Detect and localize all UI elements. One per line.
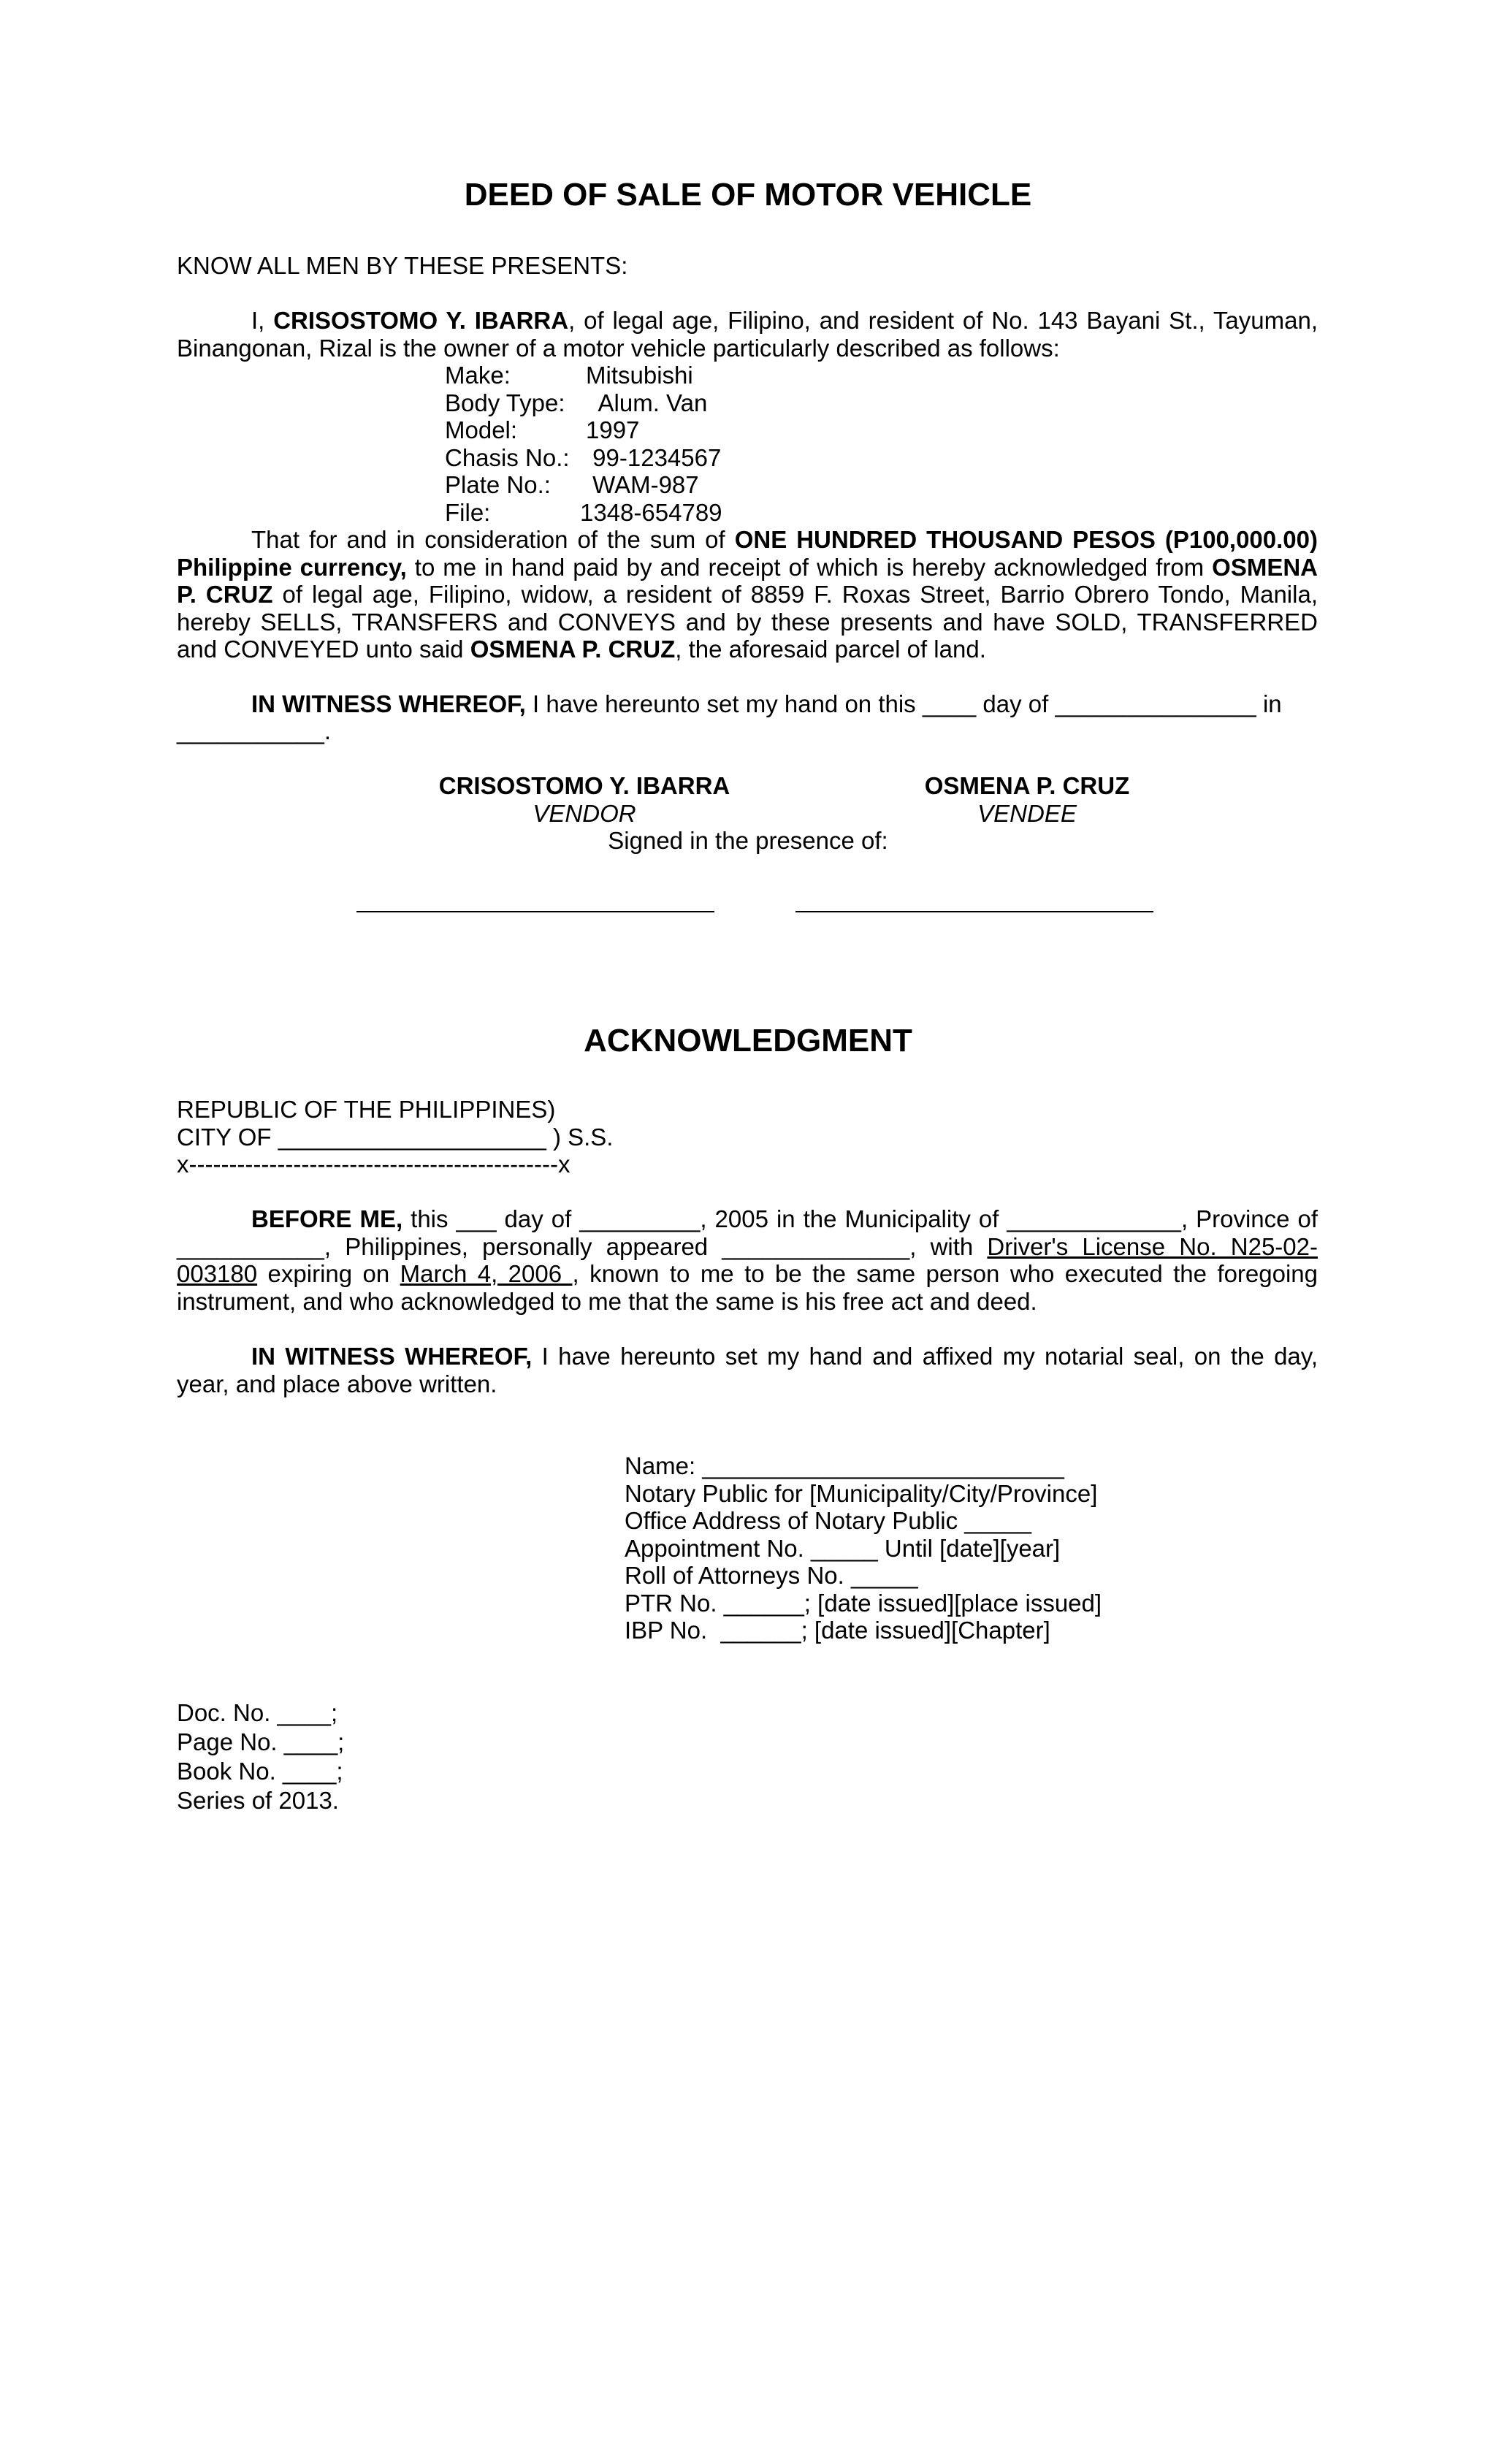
spec-value: WAM-987 xyxy=(586,471,699,498)
spec-label: Body Type: xyxy=(445,389,565,416)
notary-ptr: PTR No. ______; [date issued][place issued] xyxy=(625,1589,1102,1617)
consideration-paragraph xyxy=(177,526,1318,663)
venue-block xyxy=(177,1096,613,1178)
notary-jurisdiction: Notary Public for [Municipality/City/Province] xyxy=(625,1479,1098,1507)
sale-amount: ONE HUNDRED THOUSAND PESOS (P100,000.00) Philippine currency, xyxy=(177,526,1318,581)
vehicle-chasis-row xyxy=(445,444,722,472)
spec-label: Plate No.: xyxy=(445,471,551,498)
vehicle-make-row xyxy=(445,362,722,389)
vehicle-file-row xyxy=(445,499,722,527)
witness-clause xyxy=(177,690,1318,718)
vendee-signature-block xyxy=(866,772,1188,827)
notary-roll-of-attorneys: Roll of Attorneys No. _____ xyxy=(625,1562,918,1589)
vendor-name: CRISOSTOMO Y. IBARRA xyxy=(438,772,730,799)
para2-text: to me in hand paid by and receipt of which is hereby acknowledged from xyxy=(406,553,1213,581)
witness-signature-line-1 xyxy=(356,911,714,912)
license-expiry: March 4, 2006 xyxy=(400,1260,573,1287)
vehicle-body-type-row xyxy=(445,389,722,417)
notary-ibp: IBP No. ______; [date issued][Chapter] xyxy=(625,1617,1050,1644)
spec-label: Make: xyxy=(445,362,511,389)
deed-title: DEED OF SALE OF MOTOR VEHICLE xyxy=(464,177,1032,213)
spec-label: File: xyxy=(445,498,491,526)
para1-prefix: I, xyxy=(251,307,274,334)
spec-value: 99-1234567 xyxy=(586,443,722,471)
witness-signature-line-2 xyxy=(795,911,1153,912)
spec-label: Chasis No.: xyxy=(445,443,570,471)
before-me-lead: BEFORE ME, xyxy=(251,1205,403,1232)
vehicle-details xyxy=(445,362,722,526)
vendee-name-inline: OSMENA P. CRUZ xyxy=(177,553,1318,608)
vendor-signature-block xyxy=(416,772,752,827)
owner-paragraph xyxy=(177,307,1318,362)
spec-value: 1348-654789 xyxy=(580,498,722,526)
witness-blank-line: ___________. xyxy=(177,717,332,744)
document-references xyxy=(177,1698,344,1815)
vehicle-model-row xyxy=(445,416,722,444)
vendor-role: VENDOR xyxy=(533,799,636,827)
notary-block xyxy=(625,1452,1102,1644)
witness-lead: IN WITNESS WHEREOF, xyxy=(251,690,526,717)
before-me-text: expiring on xyxy=(257,1260,400,1287)
before-me-text: this ___ day of _________, 2005 in the Municipality of _____________, Province of ___________, Philippines, personally appeared ______________, with xyxy=(177,1205,1318,1260)
spec-value: Mitsubishi xyxy=(586,362,693,389)
before-me-text: , known to me to be the same person who executed the foregoing instrument, and who acknowledged to me that the same is his free act and deed. xyxy=(177,1260,1318,1315)
ack-witness-clause xyxy=(177,1343,1318,1397)
spec-value: 1997 xyxy=(586,416,640,443)
drivers-license: Driver's License No. N25-02-003180 xyxy=(177,1232,1318,1287)
para2-text: That for and in consideration of the sum of xyxy=(251,526,735,553)
page-no: Page No. ____; xyxy=(177,1728,345,1755)
presence-label: Signed in the presence of: xyxy=(608,827,888,854)
venue-separator: x----------------------------------------------x xyxy=(177,1151,570,1178)
ack-witness-text: I have hereunto set my hand and affixed my notarial seal, on the day, year, and place above written. xyxy=(177,1343,1318,1397)
vehicle-plate-row xyxy=(445,471,722,499)
vendee-name: OSMENA P. CRUZ xyxy=(924,772,1130,799)
spec-label: Model: xyxy=(445,416,518,443)
notary-appointment: Appointment No. _____ Until [date][year] xyxy=(625,1534,1061,1562)
venue-city: CITY OF ____________________ ) S.S. xyxy=(177,1123,614,1151)
before-me-paragraph xyxy=(177,1205,1318,1315)
opening-line: KNOW ALL MEN BY THESE PRESENTS: xyxy=(177,252,628,279)
para1-suffix: , of legal age, Filipino, and resident of No. 143 Bayani St., Tayuman, Binangonan, Rizal is the owner of a motor vehicle particularly described as follows: xyxy=(177,307,1318,362)
venue-country: REPUBLIC OF THE PHILIPPINES) xyxy=(177,1096,556,1123)
para2-text: of legal age, Filipino, widow, a resident of 8859 F. Roxas Street, Barrio Obrero Tondo, Manila, hereby SELLS, TRANSFERS and CONVEYS and by these presents and have SOLD, TRANSFERRED and CONVEYED unto said xyxy=(177,581,1318,663)
spec-value: Alum. Van xyxy=(586,389,708,416)
series: Series of 2013. xyxy=(177,1787,339,1814)
ack-witness-lead: IN WITNESS WHEREOF, xyxy=(251,1343,533,1370)
vendee-role: VENDEE xyxy=(977,799,1077,827)
book-no: Book No. ____; xyxy=(177,1758,343,1785)
witness-text: I have hereunto set my hand on this ____ day of _______________ in xyxy=(525,690,1282,717)
notary-name: Name: ___________________________ xyxy=(625,1452,1064,1479)
notary-office-address: Office Address of Notary Public _____ xyxy=(625,1507,1032,1534)
vendee-name-inline: OSMENA P. CRUZ xyxy=(470,636,676,663)
para2-text: , the aforesaid parcel of land. xyxy=(675,636,986,663)
acknowledgment-title: ACKNOWLEDGMENT xyxy=(584,1023,912,1059)
vendor-name-inline: CRISOSTOMO Y. IBARRA xyxy=(273,307,569,334)
doc-no: Doc. No. ____; xyxy=(177,1699,338,1726)
